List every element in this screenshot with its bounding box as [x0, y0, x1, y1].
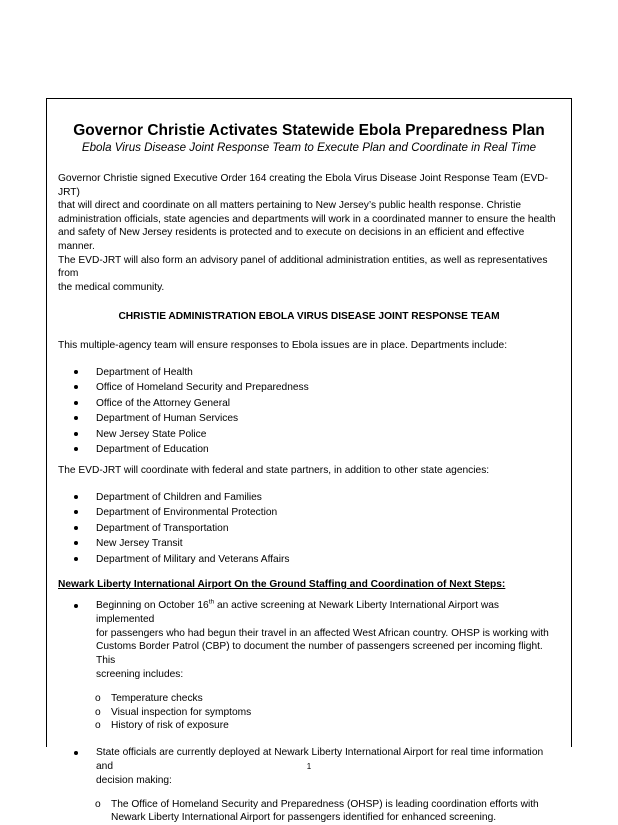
list-item: o Visual inspection for symptoms — [95, 706, 252, 718]
bullet-icon — [74, 432, 78, 436]
intro-line: and safety of New Jersey residents is protected and to execute on decisions in an efficient and effective manner. — [58, 227, 525, 252]
agency-list — [58, 490, 560, 567]
list-item: o Temperature checks — [95, 692, 203, 704]
list-item: Department of Human Services — [58, 411, 560, 426]
screening-sublist — [58, 692, 560, 733]
intro-line: the medical community. — [58, 281, 165, 293]
department-list — [58, 365, 560, 457]
list-item: Department of Health — [58, 365, 560, 380]
list-item: New Jersey Transit — [58, 536, 560, 551]
list-item: Office of the Attorney General — [58, 396, 560, 411]
deployment-sublist — [58, 798, 560, 825]
airport-heading: Newark Liberty International Airport On the Ground Staffing and Coordination of Next Steps: — [58, 579, 506, 590]
bullet-icon — [74, 385, 78, 389]
bullet-icon — [74, 526, 78, 530]
bullet-icon — [74, 401, 78, 405]
screening-step: Beginning on October 16th an active screening at Newark Liberty International Airport was implemented for passengers who had begun their travel in an affected West African country. OHSP is working with Customs Border Patrol (CBP) to document the number of passengers screened per incoming flight. This screening includes: — [58, 599, 560, 682]
list-item: New Jersey State Police — [58, 427, 560, 442]
bullet-icon — [74, 751, 78, 755]
intro-paragraph — [58, 172, 560, 294]
intro-line: that will direct and coordinate on all matters pertaining to New Jersey’s public health response. Christie — [58, 200, 522, 212]
partners-lead-text: The EVD-JRT will coordinate with federal and state partners, in addition to other state agencies: — [58, 465, 490, 477]
list-item: Department of Education — [58, 442, 560, 457]
list-item: o The Office of Homeland Security and Preparedness (OHSP) is leading coordination efforts with Newark Liberty International Airport for passengers identified for enhanced screening. — [95, 798, 539, 824]
intro-line: Governor Christie signed Executive Order 164 creating the Ebola Virus Disease Joint Response Team (EVD-JRT) — [58, 173, 548, 198]
list-item: Department of Transportation — [58, 521, 560, 536]
list-item: o History of risk of exposure — [95, 720, 229, 732]
deployment-step: State officials are currently deployed at Newark Liberty International Airport for real time information and decision making: — [58, 746, 560, 787]
list-item: Office of Homeland Security and Preparedness — [58, 380, 560, 395]
bullet-icon — [74, 495, 78, 499]
bullet-icon — [74, 557, 78, 561]
document-page — [46, 98, 572, 824]
circle-bullet-icon: o — [95, 798, 101, 810]
bullet-icon — [74, 510, 78, 514]
team-heading: CHRISTIE ADMINISTRATION EBOLA VIRUS DISEASE JOINT RESPONSE TEAM — [118, 311, 500, 323]
intro-line: The EVD-JRT will also form an advisory panel of additional administration entities, as well as representatives from — [58, 254, 548, 280]
team-lead-text: This multiple-agency team will ensure responses to Ebola issues are in place. Departments include: — [58, 340, 508, 352]
bullet-icon — [74, 604, 78, 608]
list-item: Department of Environmental Protection — [58, 505, 560, 520]
circle-bullet-icon: o — [95, 720, 101, 732]
page-subtitle: Ebola Virus Disease Joint Response Team to Execute Plan and Coordinate in Real Time — [81, 141, 537, 154]
page-number: 1 — [306, 762, 312, 771]
circle-bullet-icon: o — [95, 692, 101, 704]
bullet-icon — [74, 370, 78, 374]
list-item: Department of Children and Families — [58, 490, 560, 505]
page-title: Governor Christie Activates Statewide Ebola Preparedness Plan — [73, 122, 545, 139]
bullet-icon — [74, 416, 78, 420]
circle-bullet-icon: o — [95, 706, 101, 718]
list-item: Department of Military and Veterans Affairs — [58, 552, 560, 567]
bullet-icon — [74, 541, 78, 545]
intro-line: administration officials, state agencies and departments will work in a coordinated manner to ensure the health — [58, 213, 556, 225]
bullet-icon — [74, 447, 78, 451]
document-content — [58, 121, 560, 825]
